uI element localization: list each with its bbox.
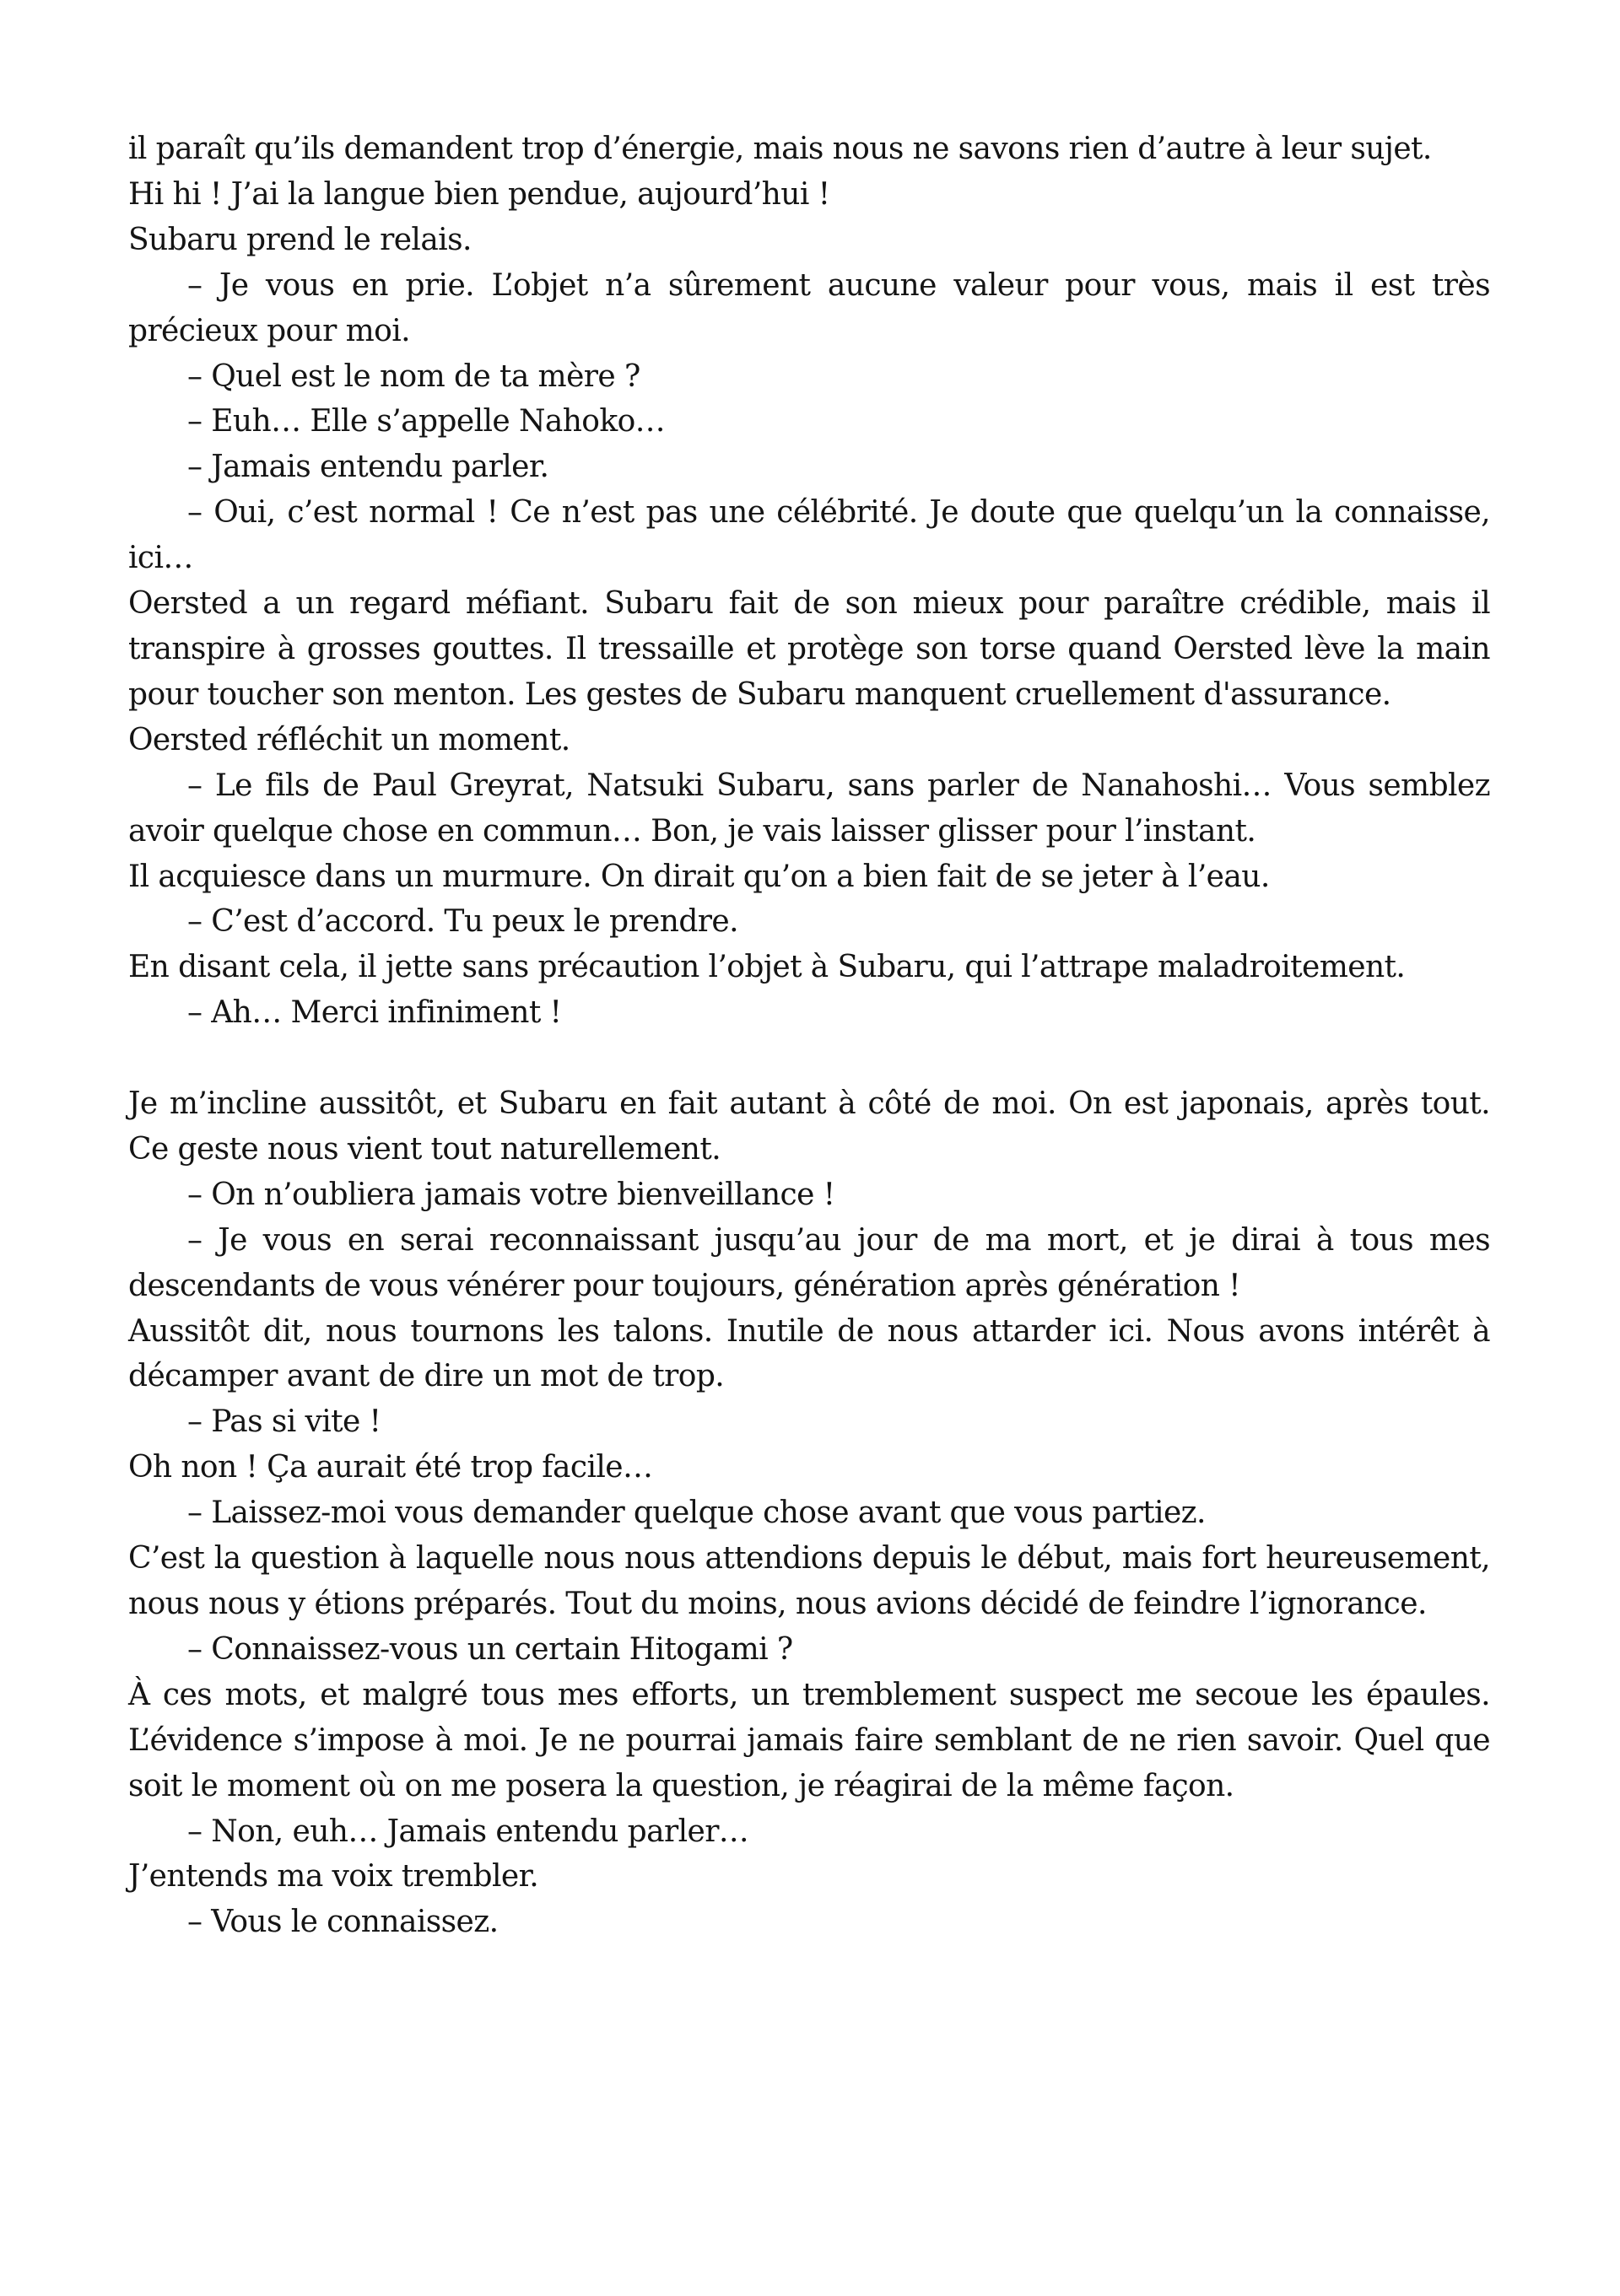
dialogue-paragraph: – Ah… Merci infiniment ! — [187, 995, 562, 1031]
dialogue-paragraph: – Le fils de Paul Greyrat, Natsuki Subaru, sans parler de Nanahoshi… Vous semblez avoir quelque chose en commun… Bon, je vais laisser glisser pour l’instant. — [128, 768, 1490, 849]
blank-line — [128, 1036, 1490, 1081]
dialogue-paragraph: – Non, euh… Jamais entendu parler… — [187, 1814, 749, 1849]
narration-paragraph: Aussitôt dit, nous tournons les talons. Inutile de nous attarder ici. Nous avons intérêt à décamper avant de dire un mot de trop. — [128, 1313, 1490, 1394]
dialogue-paragraph: – Pas si vite ! — [187, 1404, 381, 1440]
narration-paragraph: Oh non ! Ça aurait été trop facile… — [128, 1450, 653, 1485]
document-page — [128, 127, 1490, 1945]
dialogue-paragraph: – Oui, c’est normal ! Ce n’est pas une célébrité. Je doute que quelqu’un la connaisse, ici… — [128, 495, 1490, 576]
narration-paragraph: Oersted a un regard méfiant. Subaru fait de son mieux pour paraître crédible, mais il transpire à grosses gouttes. Il tressaille et protège son torse quand Oersted lève la main pour toucher son menton. Les gestes de Subaru manquent cruellement d'assurance. — [128, 586, 1490, 712]
dialogue-paragraph: – Quel est le nom de ta mère ? — [187, 358, 640, 394]
narration-paragraph: Hi hi ! J’ai la langue bien pendue, aujourd’hui ! — [128, 176, 830, 212]
narration-paragraph: Il acquiesce dans un murmure. On dirait qu’on a bien fait de se jeter à l’eau. — [128, 859, 1270, 894]
dialogue-paragraph: – Laissez-moi vous demander quelque chose avant que vous partiez. — [187, 1496, 1206, 1531]
dialogue-paragraph: – C’est d’accord. Tu peux le prendre. — [187, 904, 738, 940]
dialogue-paragraph: – Je vous en serai reconnaissant jusqu’au jour de ma mort, et je dirai à tous mes descendants de vous vénérer pour toujours, génération après génération ! — [128, 1222, 1490, 1303]
narration-paragraph: Je m’incline aussitôt, et Subaru en fait autant à côté de moi. On est japonais, après tout. Ce geste nous vient tout naturellement. — [128, 1086, 1490, 1167]
dialogue-paragraph: – Euh… Elle s’appelle Nahoko… — [187, 404, 666, 439]
narration-paragraph: À ces mots, et malgré tous mes efforts, un tremblement suspect me secoue les épaules. L’évidence s’impose à moi. Je ne pourrai jamais faire semblant de ne rien savoir. Quel que soit le moment où on me posera la question, je réagirai de la même façon. — [128, 1677, 1490, 1803]
dialogue-paragraph: – On n’oubliera jamais votre bienveillance ! — [187, 1177, 835, 1212]
narration-paragraph: il paraît qu’ils demandent trop d’énergie, mais nous ne savons rien d’autre à leur sujet. — [128, 132, 1432, 166]
dialogue-paragraph: – Jamais entendu parler. — [187, 450, 549, 485]
narration-paragraph: Subaru prend le relais. — [128, 222, 472, 257]
narration-paragraph: C’est la question à laquelle nous nous attendions depuis le début, mais fort heureusement, nous nous y étions préparés. Tout du moins, nous avions décidé de feindre l’ignorance. — [128, 1541, 1490, 1621]
dialogue-paragraph: – Connaissez-vous un certain Hitogami ? — [187, 1631, 793, 1667]
narration-paragraph: En disant cela, il jette sans précaution l’objet à Subaru, qui l’attrape maladroitement. — [128, 950, 1406, 985]
narration-paragraph: Oersted réfléchit un moment. — [128, 722, 570, 757]
dialogue-paragraph: – Je vous en prie. L’objet n’a sûrement aucune valeur pour vous, mais il est très précieux pour moi. — [128, 267, 1490, 348]
dialogue-paragraph: – Vous le connaissez. — [187, 1905, 499, 1940]
narration-paragraph: J’entends ma voix trembler. — [128, 1859, 539, 1894]
